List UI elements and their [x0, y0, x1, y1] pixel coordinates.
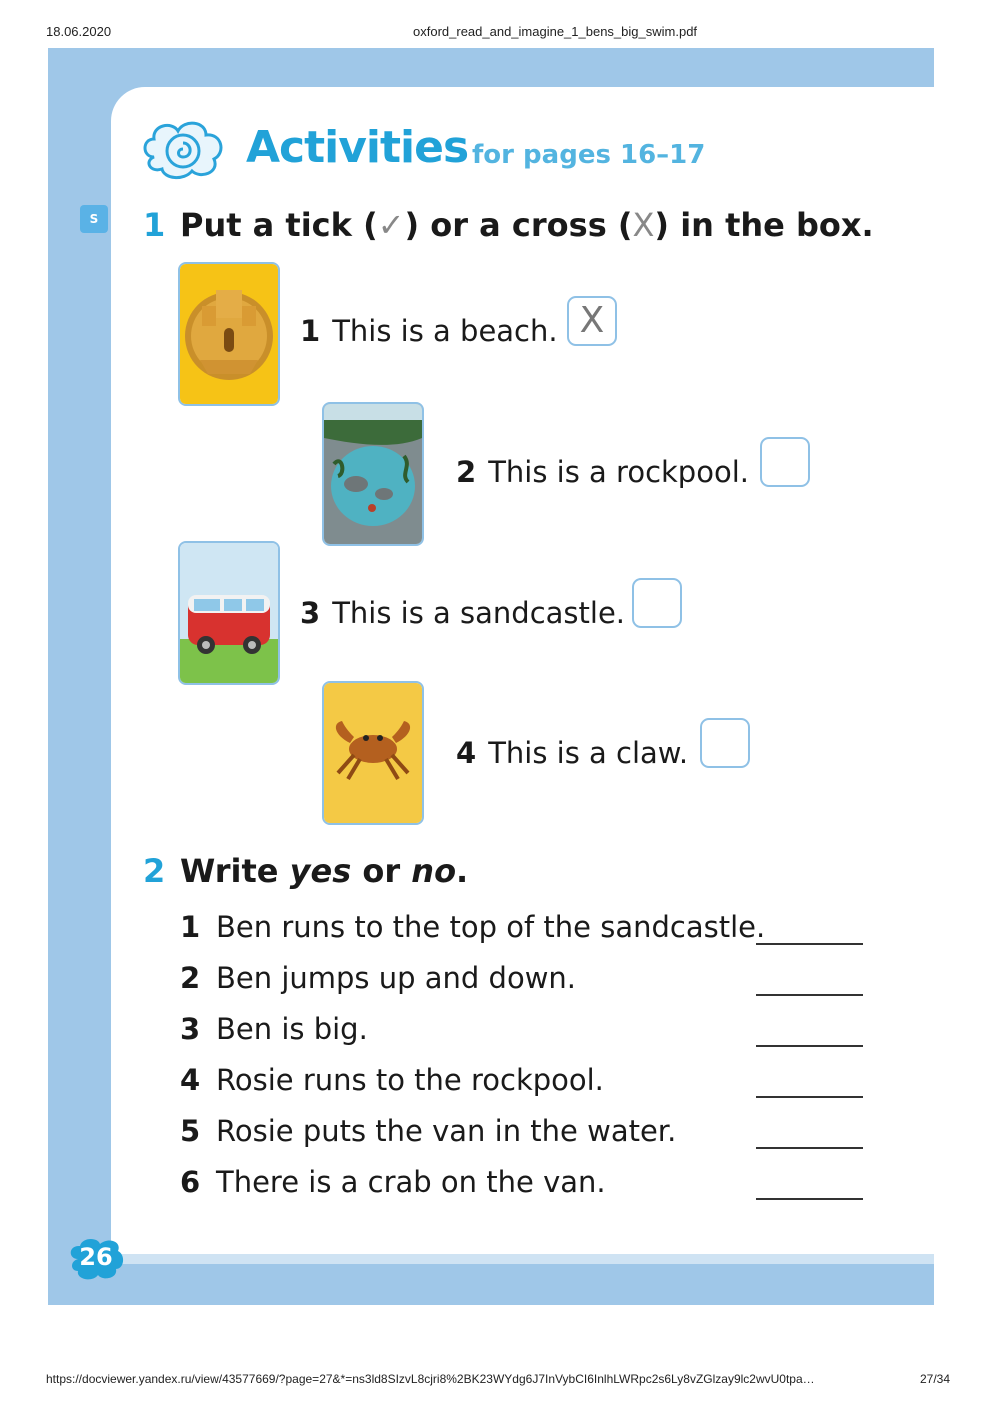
question-text: Ben is big.: [216, 1012, 368, 1046]
tick-symbol: ✓: [377, 206, 405, 244]
question-row: [180, 961, 870, 1001]
question-row: [180, 1165, 870, 1205]
item-number: 2: [456, 455, 477, 489]
instruction-part: ) or a cross (: [404, 206, 633, 244]
question-row: [180, 1114, 870, 1154]
question-text: Rosie runs to the rockpool.: [216, 1063, 604, 1097]
footer-page-count: 27/34: [920, 1372, 951, 1386]
question-row: [180, 910, 870, 950]
question-text: Ben jumps up and down.: [216, 961, 577, 995]
swirl-icon: [140, 117, 226, 183]
answer-line[interactable]: [756, 1096, 863, 1098]
answer-box-3[interactable]: [632, 578, 682, 628]
page-number: 26: [79, 1243, 113, 1271]
question-row: [180, 1063, 870, 1103]
question-number: 5: [180, 1114, 201, 1148]
item-text: This is a rockpool.: [488, 455, 749, 489]
sandcastle-picture: [178, 262, 280, 406]
activities-title: Activities: [246, 122, 469, 173]
answer-mark: [702, 720, 748, 766]
no-word: no: [411, 852, 457, 890]
answer-line[interactable]: [756, 943, 863, 945]
section2-number: 2: [143, 852, 166, 890]
rockpool-picture: [322, 402, 424, 546]
van-picture: [178, 541, 280, 685]
answer-box-1[interactable]: [567, 296, 617, 346]
footer-url: https://docviewer.yandex.ru/view/43577669/?page=27&*=ns3ld8SIzvL8cjri8%2BK23WYdg6J7InVybCI6InlhLWRpc2s6Ly8vZGlzay9lc2wvU0tpa…: [46, 1372, 815, 1386]
item-1: [300, 314, 558, 348]
item-2: [456, 455, 749, 489]
question-text: There is a crab on the van.: [216, 1165, 606, 1199]
yes-word: yes: [289, 852, 352, 890]
section1-instruction: [180, 206, 874, 244]
answer-mark: [762, 439, 808, 485]
item-text: This is a beach.: [332, 314, 558, 348]
section1-number: 1: [143, 206, 166, 244]
instruction-part: ) in the box.: [654, 206, 874, 244]
header-filename: oxford_read_and_imagine_1_bens_big_swim.pdf: [413, 24, 698, 39]
item-text: This is a claw.: [488, 736, 689, 770]
header-date: 18.06.2020: [46, 24, 112, 39]
question-text: Ben runs to the top of the sandcastle.: [216, 910, 766, 944]
instruction-part: Write: [180, 852, 290, 890]
answer-box-4[interactable]: [700, 718, 750, 768]
item-number: 4: [456, 736, 477, 770]
question-number: 3: [180, 1012, 201, 1046]
question-row: [180, 1012, 870, 1052]
crab-picture: [322, 681, 424, 825]
item-number: 1: [300, 314, 321, 348]
answer-mark: [634, 580, 680, 626]
answer-box-2[interactable]: [760, 437, 810, 487]
instruction-part: .: [456, 852, 469, 890]
item-4: [456, 736, 688, 770]
item-3: [300, 596, 625, 630]
question-text: Rosie puts the van in the water.: [216, 1114, 677, 1148]
answer-line[interactable]: [756, 1045, 863, 1047]
item-text: This is a sandcastle.: [332, 596, 626, 630]
instruction-part: Put a tick (: [180, 206, 378, 244]
question-number: 6: [180, 1165, 201, 1199]
answer-line[interactable]: [756, 1147, 863, 1149]
side-tag: S: [80, 205, 108, 233]
question-number: 1: [180, 910, 201, 944]
item-number: 3: [300, 596, 321, 630]
answer-line[interactable]: [756, 994, 863, 996]
question-number: 4: [180, 1063, 201, 1097]
question-number: 2: [180, 961, 201, 995]
section2-instruction: [180, 852, 468, 890]
answer-line[interactable]: [756, 1198, 863, 1200]
cross-mark: X: [579, 300, 605, 341]
instruction-part: or: [351, 852, 412, 890]
activities-subtitle: for pages 16–17: [472, 140, 706, 170]
cross-symbol: X: [632, 206, 655, 244]
